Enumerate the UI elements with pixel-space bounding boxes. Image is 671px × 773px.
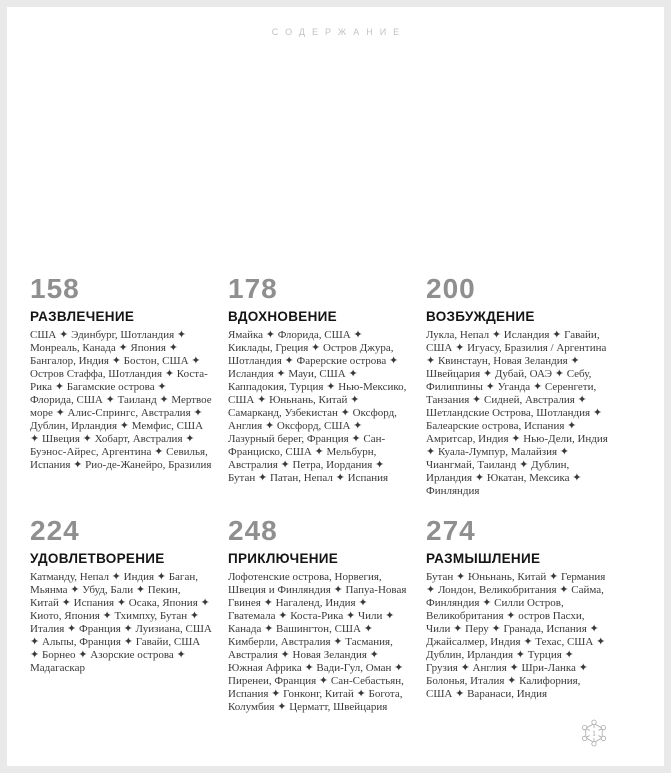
snowflake-ornament — [580, 719, 608, 747]
toc-section — [30, 275, 212, 472]
section-places: Ямайка ✦ Флорида, США ✦ Киклады, Греция ✦ Остров Джура, Шотландия ✦ Фарерские острова ✦ Исландия ✦ Мауи, США ✦ Каппадокия, Турция ✦ Нью-Мексико, США ✦ Юньнань, Китай ✦ Самарканд, Узбекистан ✦ Оксфорд, Англия ✦ Оксфорд, США ✦ Лазурный берег, Франция ✦ Сан-Франциско, США ✦ Мельбурн, Австралия ✦ Петра, Иордания ✦ Бутан ✦ Патан, Непал ✦ Испания — [228, 328, 407, 484]
section-title: УДОВЛЕТВОРЕНИЕ — [30, 551, 165, 566]
toc-section — [426, 517, 608, 701]
section-title: ПРИКЛЮЧЕНИЕ — [228, 551, 339, 566]
toc-page — [7, 7, 664, 766]
section-title: ВОЗБУЖДЕНИЕ — [426, 309, 535, 324]
section-page-number: 224 — [30, 515, 80, 546]
section-title: ВДОХНОВЕНИЕ — [228, 309, 337, 324]
section-page-number: 158 — [30, 273, 80, 304]
page-title: СОДЕРЖАНИЕ — [271, 27, 407, 37]
toc-section — [30, 517, 212, 675]
section-title: РАЗМЫШЛЕНИЕ — [426, 551, 541, 566]
sections-grid — [30, 275, 636, 714]
toc-section — [228, 517, 410, 714]
section-places: США ✦ Эдинбург, Шотландия ✦ Монреаль, Канада ✦ Япония ✦ Бангалор, Индия ✦ Бостон, США ✦ Остров Стаффа, Шотландия ✦ Коста-Рика ✦ Багамские острова ✦ Флорида, США ✦ Таиланд ✦ Мертвое море ✦ Алис-Спрингс, Австралия ✦ Дублин, Ирландия ✦ Мемфис, США ✦ Швеция ✦ Хобарт, Австралия ✦ Буэнос-Айрес, Аргентина ✦ Севилья, Испания ✦ Рио-де-Жанейро, Бразилия — [30, 328, 212, 471]
section-places: Катманду, Непал ✦ Индия ✦ Баган, Мьянма ✦ Убуд, Бали ✦ Пекин, Китай ✦ Испания ✦ Осака, Япония ✦ Киото, Япония ✦ Тхимпху, Бутан ✦ Италия ✦ Франция ✦ Луизиана, США ✦ Альпы, Франция ✦ Гавайи, США ✦ Борнео ✦ Азорские острова ✦ Мадагаскар — [30, 570, 212, 674]
section-places: Лофотенские острова, Норвегия, Швеция и Финляндия ✦ Папуа-Новая Гвинея ✦ Нагаленд, Индия ✦ Гватемала ✦ Коста-Рика ✦ Чили ✦ Канада ✦ Вашингтон, США ✦ Кимберли, Австралия ✦ Тасмания, Австралия ✦ Новая Зеландия ✦ Южная Африка ✦ Вади-Гул, Оман ✦ Пиренеи, Франция ✦ Сан-Себастьян, Испания ✦ Гонконг, Китай ✦ Богота, Колумбия ✦ Церматт, Швейцария — [228, 570, 407, 713]
ornament-page-number: 1 — [592, 729, 596, 738]
section-page-number: 248 — [228, 515, 278, 546]
toc-section — [426, 275, 608, 498]
toc-section — [228, 275, 410, 485]
section-page-number: 274 — [426, 515, 476, 546]
section-page-number: 178 — [228, 273, 278, 304]
section-places: Лукла, Непал ✦ Исландия ✦ Гавайи, США ✦ Игуасу, Бразилия / Аргентина ✦ Квинстаун, Новая Зеландия ✦ Швейцария ✦ Дубай, ОАЭ ✦ Себу, Филиппины ✦ Уганда ✦ Серенгети, Танзания ✦ Сидней, Австралия ✦ Шетландские Острова, Шотландия ✦ Балеарские острова, Испания ✦ Амритсар, Индия ✦ Нью-Дели, Индия ✦ Куала-Лумпур, Малайзия ✦ Чиангмай, Таиланд ✦ Дублин, Ирландия ✦ Юкатан, Мексика ✦ Финляндия — [426, 328, 608, 497]
section-title: РАЗВЛЕЧЕНИЕ — [30, 309, 135, 324]
section-page-number: 200 — [426, 273, 476, 304]
section-places: Бутан ✦ Юньнань, Китай ✦ Германия ✦ Лондон, Великобритания ✦ Сайма, Финляндия ✦ Силли Остров, Великобритания ✦ остров Пасхи, Чили ✦ Перу ✦ Гранада, Испания ✦ Джайсалмер, Индия ✦ Техас, США ✦ Дублин, Ирландия ✦ Турция ✦ Грузия ✦ Англия ✦ Шри-Ланка ✦ Болонья, Италия ✦ Калифорния, США ✦ Варанаси, Индия — [426, 570, 606, 700]
